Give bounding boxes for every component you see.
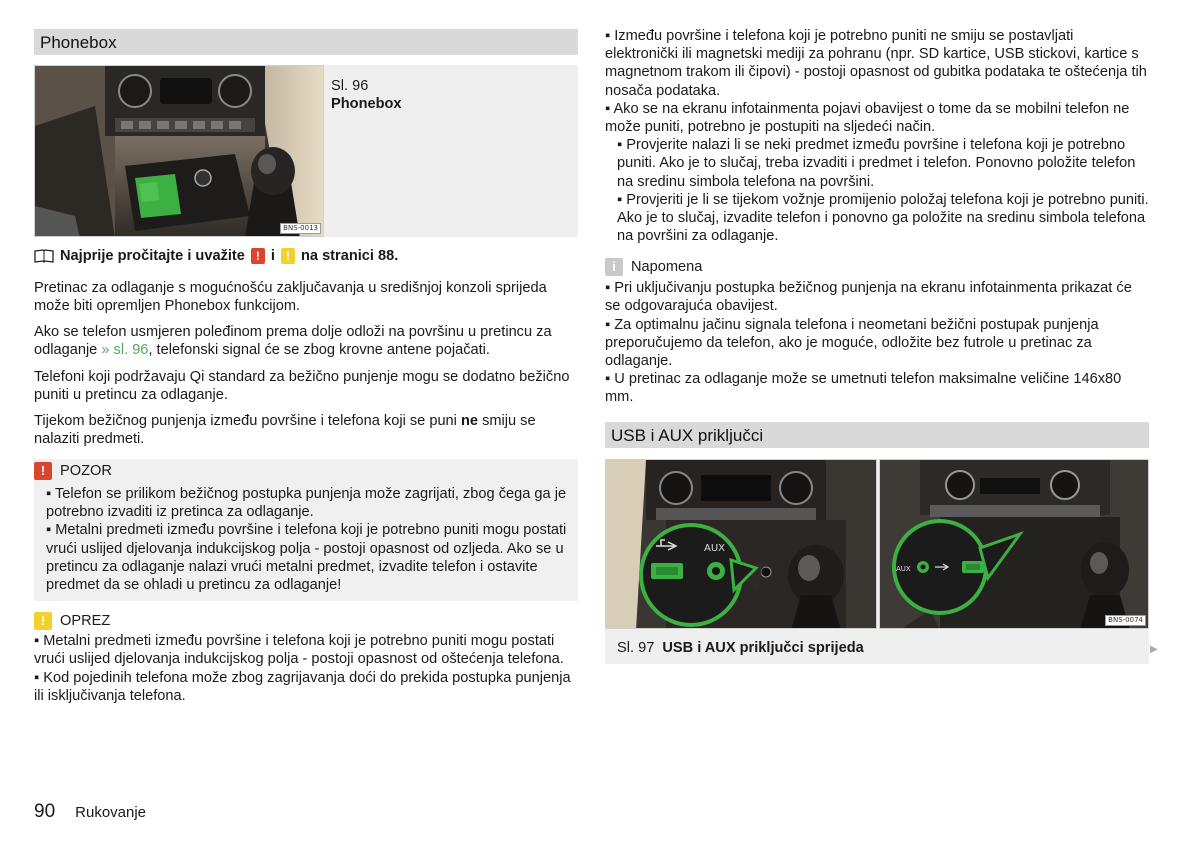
paragraph-4-bold: ne xyxy=(460,413,479,429)
oprez-title: OPREZ xyxy=(60,613,111,629)
pozor-header xyxy=(34,462,112,480)
paragraph-4-text-b: smiju se nalaziti predmeti. xyxy=(34,413,536,448)
section-title: Phonebox xyxy=(40,33,117,52)
paragraph-2-text-a: Ako se telefon usmjeren poleđinom prema dolje odloži na površinu u pretincu za odlaganje xyxy=(34,324,552,359)
pozor-item-text: Metalni predmeti između površine i telefona koji je potrebno puniti mogu postati vrući uslijed djelovanja indukcijskog polja - postoji opasnost od ozljeda. Ako se u pretincu za odlaganje nalazi vrući metalni predmet, izvadite telefon i ostavite predmet da se ohladi u pretincu za odlaganje! xyxy=(46,522,567,594)
section-title: USB i AUX priključci xyxy=(611,426,764,445)
usb-aux-illustration-left xyxy=(606,460,877,629)
napomena-item: ▪ U pretinac za odlaganje može se umetnuti telefon maksimalne veličine 146x80 mm. xyxy=(605,371,1122,406)
continue-arrow-icon: ▶ xyxy=(1150,644,1158,655)
napomena-item: ▪ Za optimalnu jačinu signala telefona i neometani bežični postupak punjenja preporučujemo da telefon, ako je moguće, odložite bez futrole u pretinac za odlaganje. xyxy=(605,316,1099,370)
pozor-title: POZOR xyxy=(60,463,112,479)
figure-97 xyxy=(605,459,1149,664)
warning-red-icon: ! xyxy=(34,462,52,480)
read-first-note xyxy=(34,247,578,265)
paragraph-2-text-b: , telefonski signal će se zbog krovne antene pojačati. xyxy=(148,342,490,359)
read-first-prefix: Najprije pročitajte i uvažite xyxy=(60,248,245,264)
napomena-block xyxy=(605,258,1149,407)
napomena-item: ▪ Pri uključivanju postupka bežičnog punjenja na ekranu infotainmenta prikazat će se odgovarajuća obavijest. xyxy=(605,280,1132,315)
figure-title: Phonebox xyxy=(331,96,402,112)
chapter-name: Rukovanje xyxy=(75,804,147,821)
figure-label: Sl. 96 xyxy=(331,78,369,94)
usb-aux-photo-right xyxy=(879,459,1149,629)
read-first-suffix: na stranici 88. xyxy=(300,248,399,264)
napomena-item-text: Za optimalnu jačinu signala telefona i neometani bežični postupak punjenja preporučujemo da telefon, ako je moguće, odložite bez futrole u pretinac za odlaganje. xyxy=(605,316,1099,370)
oprez-item: ▪ Kod pojedinih telefona može zbog zagrijavanja doći do prekida postupka punjenja ili isključivanja telefona. xyxy=(34,669,571,704)
info-icon: i xyxy=(605,258,623,276)
list-item: ▪ Ako se na ekranu infotainmenta pojavi obavijest o tome da se mobilni telefon ne može puniti, potrebno je postupiti na sljedeći način. xyxy=(605,100,1130,136)
figure-title: USB i AUX priključci sprijeda xyxy=(662,640,864,656)
warning-red-icon: ! xyxy=(251,248,265,264)
napomena-header xyxy=(605,258,1149,276)
usb-aux-illustration-right xyxy=(880,460,1149,629)
figure-label: Sl. 97 xyxy=(617,640,655,656)
paragraph-4-text-a: Tijekom bežičnog punjenja između površine i telefona koji se puni xyxy=(34,413,457,429)
sub-list-item: ▪ Provjeriti je li se tijekom vožnje promijenio položaj telefona koji je potrebno puniti. Ako je to slučaj, izvadite telefon i ponovno ga položite na sredinu simbola telefona na površini za odlaganje. xyxy=(617,191,1149,245)
napomena-title: Napomena xyxy=(631,259,703,275)
storage-warning-list xyxy=(605,27,1149,245)
oprez-header xyxy=(34,612,578,630)
oprez-item-text: Metalni predmeti između površine i telefona koji je potrebno puniti mogu postati vrući uslijed djelovanja indukcijskog polja - postoji opasnost od oštećenja telefona. xyxy=(34,633,564,668)
oprez-block xyxy=(34,612,578,705)
figure-code: BNS-0013 xyxy=(280,223,321,234)
pozor-item: ▪ Telefon se prilikom bežičnog postupka punjenja može zagrijati, zbog čega ga je potrebno izvaditi iz pretinca za odlaganje. xyxy=(46,486,567,521)
warning-yellow-icon: ! xyxy=(281,248,295,264)
paragraph-4 xyxy=(34,412,578,448)
figure-code: BNS-0074 xyxy=(1105,615,1146,626)
list-item-text: Ako se na ekranu infotainmenta pojavi obavijest o tome da se mobilni telefon ne može puniti, potrebno je postupiti na sljedeći način. xyxy=(605,100,1130,136)
caution-yellow-icon: ! xyxy=(34,612,52,630)
paragraph-1: Pretinac za odlaganje s mogućnošću zaključavanja u središnjoj konzoli sprijeda može biti opremljen Phonebox funkcijom. xyxy=(34,280,547,315)
sub-list-item-text: Provjerite nalazi li se neki predmet između površine i telefona koji je potrebno puniti. Ako je to slučaj, treba izvaditi i predmet i telefon. Ponovno položite telefon na sredinu simbola telefona na površini. xyxy=(617,137,1136,190)
pozor-item: ▪ Metalni predmeti između površine i telefona koji je potrebno puniti mogu postati vrući uslijed djelovanja indukcijskog polja - postoji opasnost od ozljeda. Ako se u pretincu za odlaganje nalazi vrući metalni predmet, izvadite telefon i ostavite predmet da se ohladi u pretincu za odlaganje! xyxy=(46,522,567,594)
phonebox-photo xyxy=(34,65,324,237)
pozor-item-text: Telefon se prilikom bežičnog postupka punjenja može zagrijati, zbog čega ga je potrebno izvaditi iz pretinca za odlaganje. xyxy=(46,486,567,521)
figure-96 xyxy=(34,65,578,237)
read-first-connector: i xyxy=(270,248,275,264)
list-item-text: Između površine i telefona koji je potrebno puniti ne smiju se postavljati elektronički ili magnetski mediji za pohranu (npr. SD kartice, USB stickovi, kartice s magnetnom trakom ili čipovi) - postoji opasnost od gubitka podataka te oštećenja tih nosača podataka. xyxy=(605,28,1147,99)
napomena-item-text: U pretinac za odlaganje može se umetnuti telefon maksimalne veličine 146x80 mm. xyxy=(605,371,1122,406)
figure-caption xyxy=(617,639,864,657)
aux-label: AUX xyxy=(704,543,726,554)
oprez-item: ▪ Metalni predmeti između površine i telefona koji je potrebno puniti mogu postati vrući uslijed djelovanja indukcijskog polja - postoji opasnost od oštećenja telefona. xyxy=(34,633,564,668)
sub-list-item: ▪ Provjerite nalazi li se neki predmet između površine i telefona koji je potrebno puniti. Ako je to slučaj, treba izvaditi i predmet i telefon. Ponovno položite telefon na sredinu simbola telefona na površini. xyxy=(617,137,1136,190)
book-icon xyxy=(34,249,54,263)
page-number: 90 xyxy=(34,801,56,822)
napomena-item-text: Pri uključivanju postupka bežičnog punjenja na ekranu infotainmenta prikazat će se odgovarajuća obavijest. xyxy=(605,280,1132,315)
sub-list-item-text: Provjeriti je li se tijekom vožnje promijenio položaj telefona koji je potrebno puniti. Ako je to slučaj, izvadite telefon i ponovno ga položite na sredinu simbola telefona na površini za odlaganje. xyxy=(617,191,1149,245)
pozor-list xyxy=(46,485,568,594)
pozor-box xyxy=(34,459,578,601)
section-header-usb-aux xyxy=(605,422,1149,448)
paragraph-2 xyxy=(34,323,578,359)
phonebox-illustration xyxy=(35,66,324,237)
list-item: ▪ Između površine i telefona koji je potrebno puniti ne smiju se postavljati elektronički ili magnetski mediji za pohranu (npr. SD kartice, USB stickovi, kartice s magnetnom trakom ili čipovi) - postoji opasnost od gubitka podataka te oštećenja tih nosača podataka. xyxy=(605,28,1147,99)
oprez-item-text: Kod pojedinih telefona može zbog zagrijavanja doći do prekida postupka punjenja ili isključivanja telefona. xyxy=(34,669,571,704)
paragraph-3: Telefoni koji podržavaju Qi standard za bežično punjenje mogu se dodatno bežično puniti u pretincu za odlaganje. xyxy=(34,369,570,404)
section-header-phonebox xyxy=(34,29,578,55)
figure-caption xyxy=(331,77,402,113)
sub-list xyxy=(605,136,1149,245)
usb-aux-photo-left xyxy=(605,459,877,629)
page-footer xyxy=(34,803,146,822)
figure-96-link[interactable]: » sl. 96 xyxy=(101,342,149,359)
aux-label: AUX xyxy=(896,565,911,573)
